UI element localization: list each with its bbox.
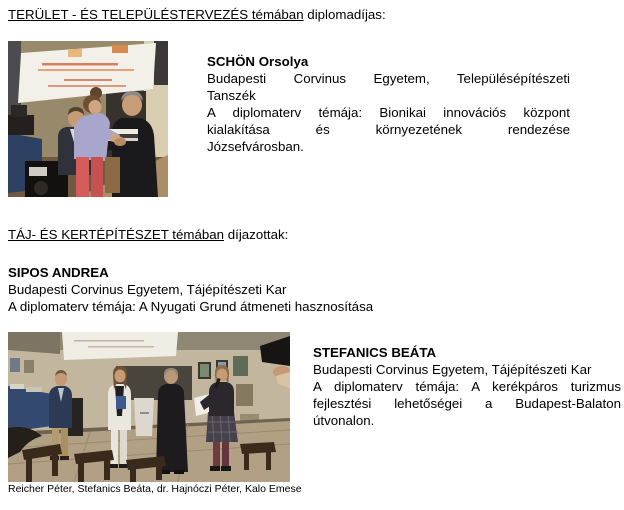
- photo-caption: Reicher Péter, Stefanics Beáta, dr. Hajnóczi Péter, Kalo Emese: [8, 483, 302, 495]
- section-heading-territorial: [8, 6, 386, 23]
- section-heading-landscape: [8, 226, 288, 243]
- awardee-name: SCHÖN Orsolya: [207, 54, 309, 69]
- awardee-thesis-line: útvonalon.: [313, 413, 375, 428]
- heading-rest-text: díjazottak:: [224, 227, 289, 242]
- heading-rest-text: diplomadíjas:: [303, 7, 386, 22]
- awardee-block-schon-orsolya: [207, 53, 570, 155]
- awardee-thesis-line: A diplomaterv témája: Bionikai innovációs központ: [207, 105, 570, 120]
- projection-screen: [62, 332, 178, 360]
- awardee-affiliation: Budapesti Corvinus Egyetem, Tájépítészeti Kar: [8, 282, 287, 297]
- heading-underlined-text: TERÜLET - ÉS TELEPÜLÉSTERVEZÉS témában: [8, 7, 304, 22]
- ceremony-photo-group: [8, 332, 290, 482]
- awardee-thesis-line: A diplomaterv témája: A kerékpáros turizmus: [313, 379, 621, 394]
- awardee-thesis-line: fejlesztési lehetőségei a Budapest-Balaton: [313, 396, 621, 411]
- ceremony-photo-award-handover: [8, 41, 168, 197]
- heading-underlined-text: TÁJ- ÉS KERTÉPÍTÉSZET témában: [8, 227, 225, 242]
- awardee-name: STEFANICS BEÁTA: [313, 345, 437, 360]
- awardee-affiliation-line: Tanszék: [207, 88, 256, 103]
- awardee-thesis-line: kialakítása és környezetének rendezése: [207, 122, 570, 137]
- awardee-affiliation: Budapesti Corvinus Egyetem, Tájépítészeti Kar: [313, 362, 592, 377]
- awardee-name: SIPOS ANDREA: [8, 265, 109, 280]
- awardee-thesis: A diplomaterv témája: A Nyugati Grund átmeneti hasznosítása: [8, 299, 374, 314]
- awardee-block-sipos-andrea: [8, 264, 618, 315]
- awardee-block-stefanics-beata: [313, 344, 621, 429]
- awardee-thesis-line: Józsefvárosban.: [207, 139, 304, 154]
- awardee-affiliation-line: Budapesti Corvinus Egyetem, Településépítészeti: [207, 71, 570, 86]
